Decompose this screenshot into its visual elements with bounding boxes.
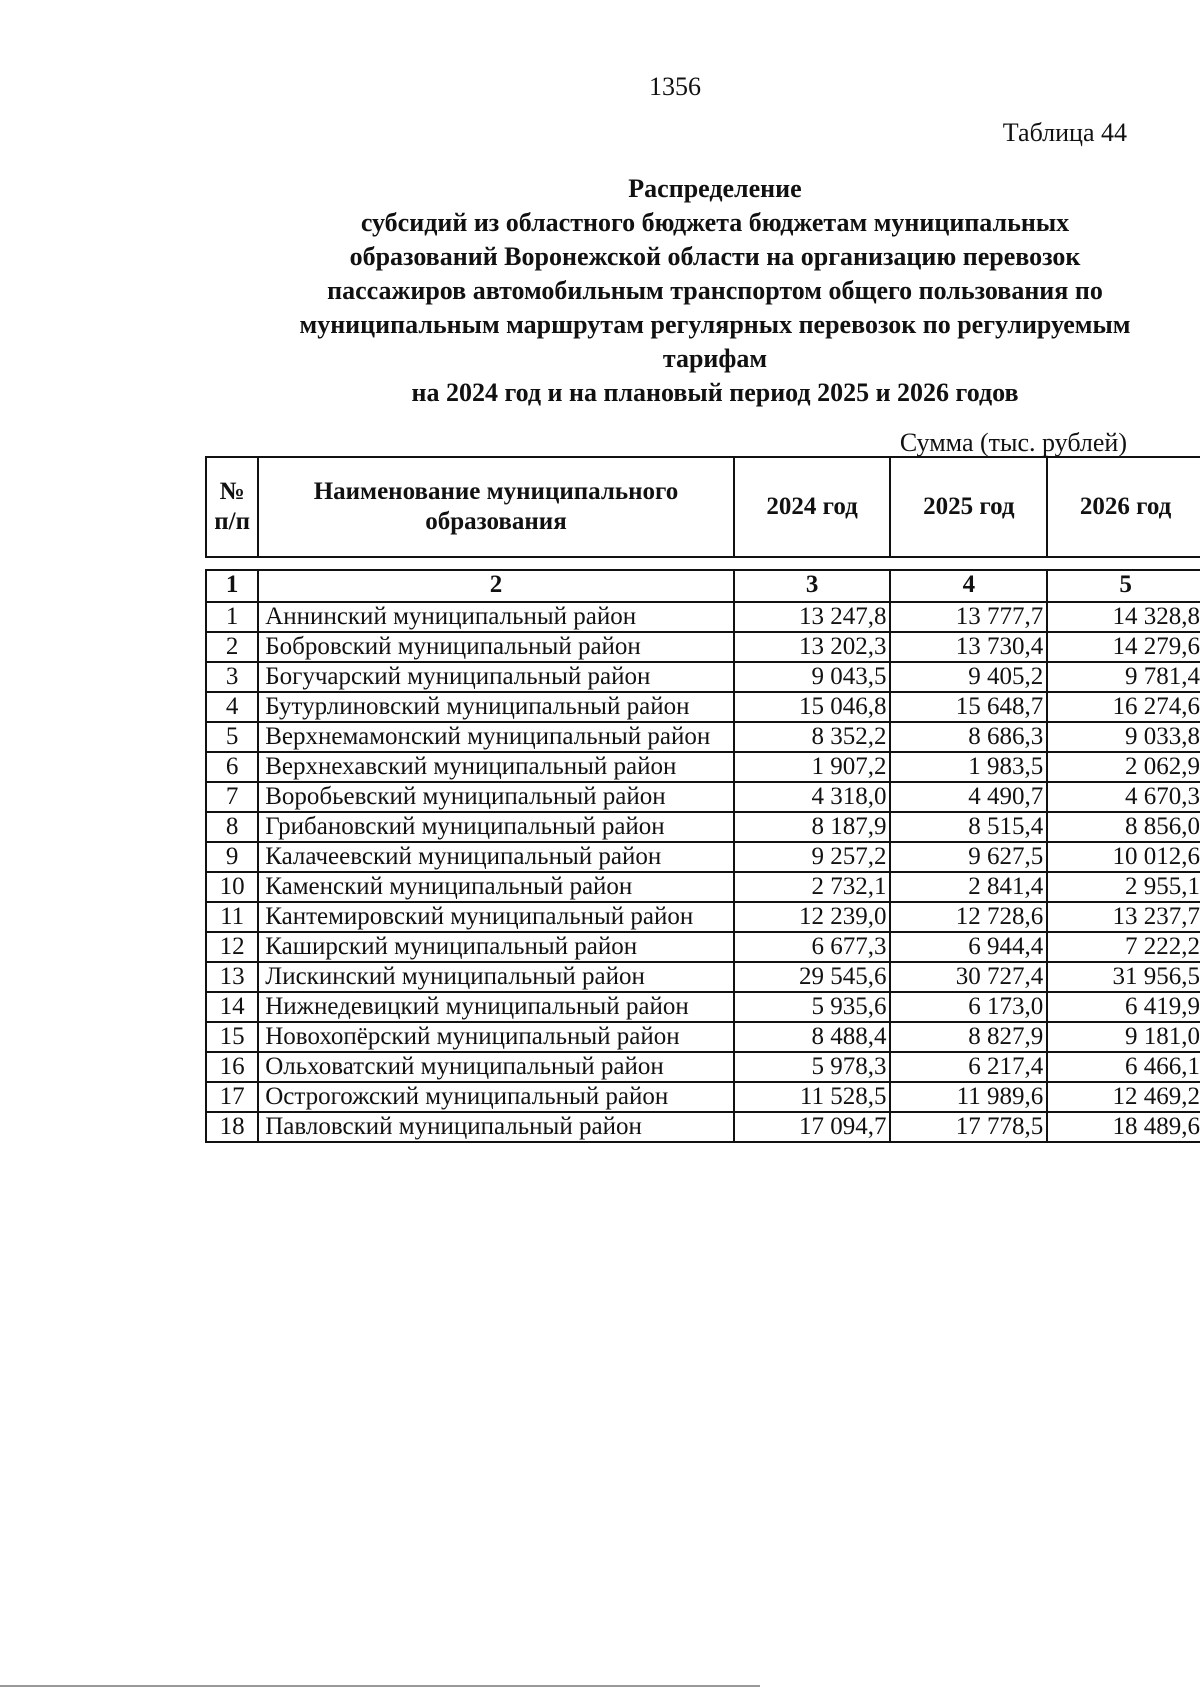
subsidy-table [205, 569, 1200, 1143]
row-name: Кантемировский муниципальный район [258, 902, 733, 932]
table-row [206, 752, 1200, 782]
row-number: 14 [206, 992, 258, 1022]
table-row [206, 872, 1200, 902]
table-label: Таблица 44 [1002, 118, 1127, 147]
row-number: 3 [206, 662, 258, 692]
row-name: Богучарский муниципальный район [258, 662, 733, 692]
row-2026: 9 781,4 [1047, 662, 1200, 692]
row-2026: 6 466,1 [1047, 1052, 1200, 1082]
row-name: Каширский муниципальный район [258, 932, 733, 962]
header-2025: 2025 год [890, 457, 1047, 557]
row-2026: 14 279,6 [1047, 632, 1200, 662]
row-2025: 8 827,9 [890, 1022, 1047, 1052]
row-name: Грибановский муниципальный район [258, 812, 733, 842]
row-number: 6 [206, 752, 258, 782]
units-label: Сумма (тыс. рублей) [899, 428, 1127, 457]
row-2026: 9 181,0 [1047, 1022, 1200, 1052]
row-2025: 2 841,4 [890, 872, 1047, 902]
row-2024: 8 488,4 [734, 1022, 891, 1052]
row-number: 8 [206, 812, 258, 842]
row-name: Бобровский муниципальный район [258, 632, 733, 662]
row-2026: 4 670,3 [1047, 782, 1200, 812]
row-2026: 14 328,8 [1047, 602, 1200, 632]
row-2026: 18 489,6 [1047, 1112, 1200, 1142]
row-2024: 8 352,2 [734, 722, 891, 752]
row-2024: 9 257,2 [734, 842, 891, 872]
header-name: Наименование муниципального образования [258, 457, 733, 557]
row-name: Воробьевский муниципальный район [258, 782, 733, 812]
row-2024: 17 094,7 [734, 1112, 891, 1142]
title-line: Распределение [628, 174, 802, 203]
row-2025: 1 983,5 [890, 752, 1047, 782]
row-name: Острогожский муниципальный район [258, 1082, 733, 1112]
row-number: 11 [206, 902, 258, 932]
table-row [206, 1052, 1200, 1082]
row-number: 12 [206, 932, 258, 962]
row-name: Лискинский муниципальный район [258, 962, 733, 992]
row-name: Каменский муниципальный район [258, 872, 733, 902]
table-row [206, 1082, 1200, 1112]
table-row [206, 992, 1200, 1022]
row-2024: 2 732,1 [734, 872, 891, 902]
page-bottom-line [0, 1685, 760, 1687]
table-row [206, 812, 1200, 842]
table-row [206, 692, 1200, 722]
row-name: Бутурлиновский муниципальный район [258, 692, 733, 722]
title-line: муниципальным маршрутам регулярных перевозок по регулируемым [299, 310, 1131, 339]
column-index: 5 [1047, 570, 1200, 602]
row-2025: 9 405,2 [890, 662, 1047, 692]
title-line: на 2024 год и на плановый период 2025 и 2026 годов [411, 378, 1019, 407]
row-2024: 5 935,6 [734, 992, 891, 1022]
table-row [206, 602, 1200, 632]
row-2025: 8 515,4 [890, 812, 1047, 842]
row-number: 16 [206, 1052, 258, 1082]
row-name: Верхнемамонский муниципальный район [258, 722, 733, 752]
row-name: Нижнедевицкий муниципальный район [258, 992, 733, 1022]
row-2024: 13 202,3 [734, 632, 891, 662]
row-2024: 1 907,2 [734, 752, 891, 782]
row-name: Ольховатский муниципальный район [258, 1052, 733, 1082]
row-2025: 6 944,4 [890, 932, 1047, 962]
row-number: 10 [206, 872, 258, 902]
table-row [206, 932, 1200, 962]
table-row [206, 662, 1200, 692]
row-2026: 9 033,8 [1047, 722, 1200, 752]
row-2025: 13 777,7 [890, 602, 1047, 632]
row-2026: 16 274,6 [1047, 692, 1200, 722]
row-2025: 17 778,5 [890, 1112, 1047, 1142]
row-2025: 8 686,3 [890, 722, 1047, 752]
row-2026: 10 012,6 [1047, 842, 1200, 872]
row-number: 15 [206, 1022, 258, 1052]
column-index-row [206, 570, 1200, 602]
row-number: 5 [206, 722, 258, 752]
row-2024: 8 187,9 [734, 812, 891, 842]
row-name: Калачеевский муниципальный район [258, 842, 733, 872]
row-2025: 30 727,4 [890, 962, 1047, 992]
row-2026: 2 062,9 [1047, 752, 1200, 782]
row-number: 18 [206, 1112, 258, 1142]
row-2025: 6 173,0 [890, 992, 1047, 1022]
row-number: 17 [206, 1082, 258, 1112]
header-2024: 2024 год [734, 457, 891, 557]
table-row [206, 902, 1200, 932]
title-line: субсидий из областного бюджета бюджетам муниципальных [360, 208, 1070, 237]
column-index: 4 [890, 570, 1047, 602]
page-number: 1356 [649, 72, 701, 101]
row-2024: 15 046,8 [734, 692, 891, 722]
table-row [206, 1022, 1200, 1052]
row-2025: 11 989,6 [890, 1082, 1047, 1112]
row-2024: 5 978,3 [734, 1052, 891, 1082]
row-2026: 13 237,7 [1047, 902, 1200, 932]
row-2025: 9 627,5 [890, 842, 1047, 872]
row-2025: 12 728,6 [890, 902, 1047, 932]
row-2024: 4 318,0 [734, 782, 891, 812]
row-number: 1 [206, 602, 258, 632]
header-2026: 2026 год [1047, 457, 1200, 557]
table-row [206, 782, 1200, 812]
row-number: 4 [206, 692, 258, 722]
row-2026: 31 956,5 [1047, 962, 1200, 992]
column-index: 2 [258, 570, 733, 602]
row-2026: 12 469,2 [1047, 1082, 1200, 1112]
row-2024: 29 545,6 [734, 962, 891, 992]
header-num: № п/п [206, 457, 258, 557]
row-number: 9 [206, 842, 258, 872]
title-line: образований Воронежской области на организацию перевозок [349, 242, 1081, 271]
row-name: Верхнехавский муниципальный район [258, 752, 733, 782]
row-number: 7 [206, 782, 258, 812]
table-row [206, 1112, 1200, 1142]
row-number: 2 [206, 632, 258, 662]
row-2026: 2 955,1 [1047, 872, 1200, 902]
row-number: 13 [206, 962, 258, 992]
row-2025: 15 648,7 [890, 692, 1047, 722]
column-index: 3 [734, 570, 891, 602]
row-2026: 8 856,0 [1047, 812, 1200, 842]
table-row [206, 842, 1200, 872]
table-row [206, 722, 1200, 752]
row-2026: 7 222,2 [1047, 932, 1200, 962]
row-name: Аннинский муниципальный район [258, 602, 733, 632]
table-header [205, 456, 1200, 558]
row-2024: 13 247,8 [734, 602, 891, 632]
row-2025: 13 730,4 [890, 632, 1047, 662]
column-index: 1 [206, 570, 258, 602]
row-2024: 12 239,0 [734, 902, 891, 932]
title-line: пассажиров автомобильным транспортом общего пользования по [327, 276, 1103, 305]
row-2026: 6 419,9 [1047, 992, 1200, 1022]
row-2024: 6 677,3 [734, 932, 891, 962]
row-2025: 4 490,7 [890, 782, 1047, 812]
row-name: Новохопёрский муниципальный район [258, 1022, 733, 1052]
row-name: Павловский муниципальный район [258, 1112, 733, 1142]
row-2025: 6 217,4 [890, 1052, 1047, 1082]
document-title [200, 172, 1200, 410]
table-row [206, 962, 1200, 992]
title-line: тарифам [662, 344, 768, 373]
row-2024: 11 528,5 [734, 1082, 891, 1112]
row-2024: 9 043,5 [734, 662, 891, 692]
table-row [206, 632, 1200, 662]
